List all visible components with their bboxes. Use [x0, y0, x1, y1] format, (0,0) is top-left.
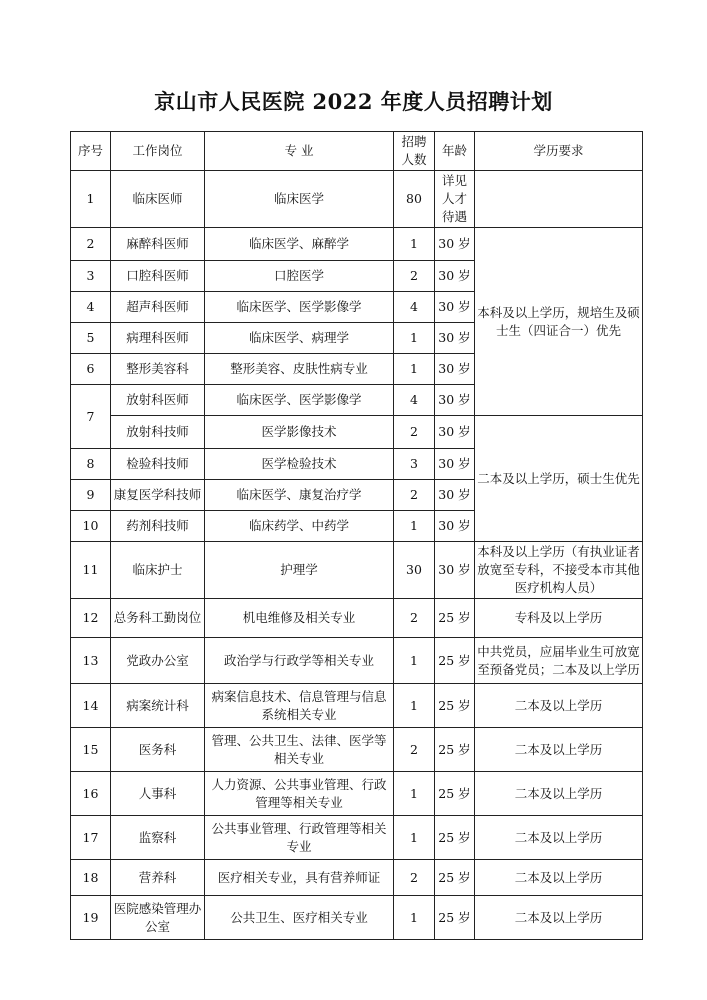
- age-cell: 30 岁: [435, 354, 475, 385]
- major-cell: 临床医学、医学影像学: [205, 292, 394, 323]
- position-cell: 医院感染管理办公室: [111, 896, 205, 940]
- count-cell: 4: [394, 292, 435, 323]
- table-row: [71, 542, 643, 599]
- age-cell: 30 岁: [435, 449, 475, 480]
- position-cell: 检验科技师: [111, 449, 205, 480]
- count-cell: 3: [394, 449, 435, 480]
- major-cell: 护理学: [205, 542, 394, 599]
- age-cell: 25 岁: [435, 772, 475, 816]
- count-cell: 2: [394, 480, 435, 511]
- age-cell: 25 岁: [435, 896, 475, 940]
- age-cell: 30 岁: [435, 228, 475, 261]
- major-cell: 机电维修及相关专业: [205, 599, 394, 638]
- major-cell: 管理、公共卫生、法律、医学等相关专业: [205, 728, 394, 772]
- row-number: 17: [71, 816, 111, 860]
- row-number: 10: [71, 511, 111, 542]
- age-cell: 30 岁: [435, 323, 475, 354]
- major-cell: 临床医学: [205, 171, 394, 228]
- count-cell: 2: [394, 860, 435, 896]
- count-cell: 2: [394, 416, 435, 449]
- position-cell: 麻醉科医师: [111, 228, 205, 261]
- count-cell: 1: [394, 896, 435, 940]
- row-number: 4: [71, 292, 111, 323]
- count-cell: 4: [394, 385, 435, 416]
- age-cell: 25 岁: [435, 684, 475, 728]
- row-number: 5: [71, 323, 111, 354]
- position-cell: 人事科: [111, 772, 205, 816]
- position-cell: 医务科: [111, 728, 205, 772]
- age-cell: 25 岁: [435, 638, 475, 684]
- position-cell: 放射科技师: [111, 416, 205, 449]
- position-cell: 口腔科医师: [111, 261, 205, 292]
- count-cell: 1: [394, 684, 435, 728]
- header-major: 专 业: [205, 132, 394, 171]
- count-cell: 1: [394, 772, 435, 816]
- major-cell: 医学影像技术: [205, 416, 394, 449]
- table-row: [71, 171, 643, 228]
- position-cell: 药剂科技师: [111, 511, 205, 542]
- table-row: [71, 599, 643, 638]
- education-cell-empty: [475, 171, 643, 228]
- education-cell-merged: 本科及以上学历，规培生及硕士生（四证合一）优先: [475, 228, 643, 416]
- education-cell: 二本及以上学历: [475, 772, 643, 816]
- position-cell: 康复医学科技师: [111, 480, 205, 511]
- position-cell: 监察科: [111, 816, 205, 860]
- age-cell: 25 岁: [435, 816, 475, 860]
- recruitment-table: [70, 131, 643, 940]
- table-row: [71, 772, 643, 816]
- table-row: [71, 638, 643, 684]
- position-cell: 病理科医师: [111, 323, 205, 354]
- education-cell: 二本及以上学历: [475, 816, 643, 860]
- row-number: 3: [71, 261, 111, 292]
- age-cell: 30 岁: [435, 416, 475, 449]
- row-number: 8: [71, 449, 111, 480]
- position-cell: 临床医师: [111, 171, 205, 228]
- header-education: 学历要求: [475, 132, 643, 171]
- age-cell: 30 岁: [435, 261, 475, 292]
- major-cell: 临床医学、医学影像学: [205, 385, 394, 416]
- count-cell: 2: [394, 728, 435, 772]
- education-cell: 二本及以上学历: [475, 684, 643, 728]
- major-cell: 临床药学、中药学: [205, 511, 394, 542]
- age-cell: 25 岁: [435, 860, 475, 896]
- age-cell: 25 岁: [435, 599, 475, 638]
- count-cell: 1: [394, 511, 435, 542]
- education-cell: 专科及以上学历: [475, 599, 643, 638]
- major-cell: 口腔医学: [205, 261, 394, 292]
- header-position: 工作岗位: [111, 132, 205, 171]
- major-cell: 医学检验技术: [205, 449, 394, 480]
- table-row: [71, 860, 643, 896]
- age-cell: 25 岁: [435, 728, 475, 772]
- position-cell: 病案统计科: [111, 684, 205, 728]
- count-cell: 80: [394, 171, 435, 228]
- row-number: 11: [71, 542, 111, 599]
- age-cell: 详见人才待遇: [435, 171, 475, 228]
- table-row: [71, 896, 643, 940]
- count-cell: 1: [394, 323, 435, 354]
- row-number: 13: [71, 638, 111, 684]
- position-cell: 放射科医师: [111, 385, 205, 416]
- row-number: 15: [71, 728, 111, 772]
- header-age: 年龄: [435, 132, 475, 171]
- table-header-row: [71, 132, 643, 171]
- age-cell: 30 岁: [435, 511, 475, 542]
- age-cell: 30 岁: [435, 480, 475, 511]
- row-number: 12: [71, 599, 111, 638]
- age-cell: 30 岁: [435, 292, 475, 323]
- education-cell: 二本及以上学历: [475, 896, 643, 940]
- header-count: 招聘人数: [394, 132, 435, 171]
- education-cell-merged: 二本及以上学历，硕士生优先: [475, 416, 643, 542]
- position-cell: 临床护士: [111, 542, 205, 599]
- table-row: [71, 416, 643, 449]
- major-cell: 整形美容、皮肤性病专业: [205, 354, 394, 385]
- row-number: 6: [71, 354, 111, 385]
- row-number: 2: [71, 228, 111, 261]
- major-cell: 公共事业管理、行政管理等相关专业: [205, 816, 394, 860]
- position-cell: 整形美容科: [111, 354, 205, 385]
- position-cell: 党政办公室: [111, 638, 205, 684]
- major-cell: 医疗相关专业，具有营养师证: [205, 860, 394, 896]
- count-cell: 1: [394, 354, 435, 385]
- position-cell: 营养科: [111, 860, 205, 896]
- row-number: 16: [71, 772, 111, 816]
- header-no: 序号: [71, 132, 111, 171]
- education-cell: 中共党员，应届毕业生可放宽至预备党员；二本及以上学历: [475, 638, 643, 684]
- count-cell: 1: [394, 638, 435, 684]
- document-title: 京山市人民医院 2022 年度人员招聘计划: [154, 89, 553, 114]
- row-number: 7: [71, 385, 111, 449]
- row-number: 18: [71, 860, 111, 896]
- row-number: 9: [71, 480, 111, 511]
- major-cell: 公共卫生、医疗相关专业: [205, 896, 394, 940]
- major-cell: 临床医学、麻醉学: [205, 228, 394, 261]
- table-row: [71, 228, 643, 261]
- count-cell: 2: [394, 261, 435, 292]
- count-cell: 1: [394, 816, 435, 860]
- position-cell: 超声科医师: [111, 292, 205, 323]
- major-cell: 人力资源、公共事业管理、行政管理等相关专业: [205, 772, 394, 816]
- education-cell: 本科及以上学历（有执业证者放宽至专科，不接受本市其他医疗机构人员）: [475, 542, 643, 599]
- major-cell: 政治学与行政学等相关专业: [205, 638, 394, 684]
- major-cell: 临床医学、病理学: [205, 323, 394, 354]
- count-cell: 2: [394, 599, 435, 638]
- age-cell: 30 岁: [435, 385, 475, 416]
- row-number: 14: [71, 684, 111, 728]
- count-cell: 1: [394, 228, 435, 261]
- major-cell: 临床医学、康复治疗学: [205, 480, 394, 511]
- table-row: [71, 816, 643, 860]
- age-cell: 30 岁: [435, 542, 475, 599]
- row-number: 1: [71, 171, 111, 228]
- major-cell: 病案信息技术、信息管理与信息系统相关专业: [205, 684, 394, 728]
- education-cell: 二本及以上学历: [475, 728, 643, 772]
- position-cell: 总务科工勤岗位: [111, 599, 205, 638]
- row-number: 19: [71, 896, 111, 940]
- table-row: [71, 728, 643, 772]
- education-cell: 二本及以上学历: [475, 860, 643, 896]
- count-cell: 30: [394, 542, 435, 599]
- table-row: [71, 684, 643, 728]
